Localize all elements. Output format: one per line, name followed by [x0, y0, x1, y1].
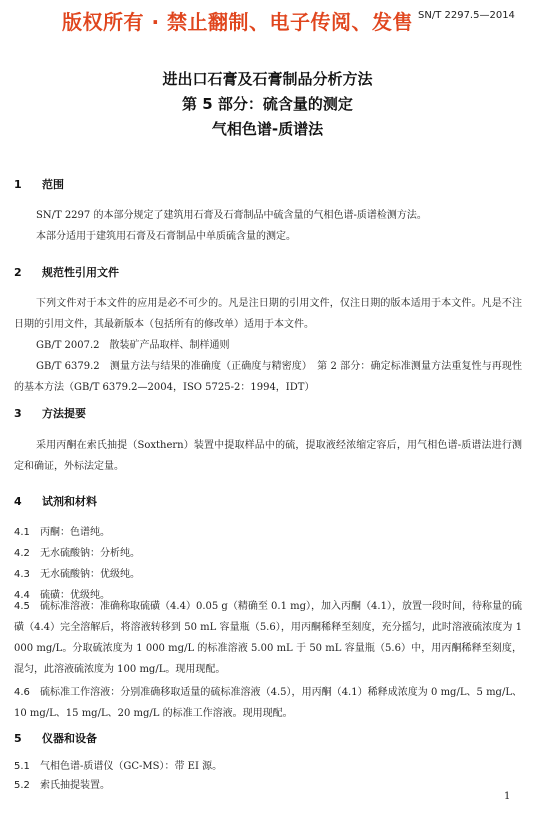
section-title: 规范性引用文件 [42, 266, 119, 279]
paragraph: 采用丙酮在索氏抽提（Soxthern）装置中提取样品中的硫，提取液经浓缩定容后，用气相色谱-质谱法进行测定和确证，外标法定量。 [14, 440, 522, 472]
section-number: 3 [14, 407, 22, 420]
reference-item: GB/T 6379.2 测量方法与结果的准确度（正确度与精密度） 第 2 部分：确定标准测量方法重复性与再现性的基本方法（GB/T 6379.2—2004，ISO 5725-2：1994，IDT） [14, 361, 522, 393]
paragraph: 本部分适用于建筑用石膏及石膏制品中单质硫含量的测定。 [36, 231, 296, 242]
list-item [14, 522, 522, 543]
section-title: 试剂和材料 [42, 495, 97, 508]
item-number: 4.5 [14, 601, 30, 612]
title-line-3: 气相色谱-质谱法 [211, 120, 324, 138]
item-number: 4.6 [14, 687, 30, 698]
section-number: 1 [14, 178, 22, 191]
item-text: 无水硫酸钠：优级纯。 [40, 569, 140, 580]
item-text: 丙酮：色谱纯。 [40, 527, 110, 538]
section-5-heading [14, 730, 97, 746]
section-number: 5 [14, 732, 22, 745]
section-3-heading [14, 405, 86, 421]
paragraph: 下列文件对于本文件的应用是必不可少的。凡是注日期的引用文件，仅注日期的版本适用于本文件。凡是不注日期的引用文件，其最新版本（包括所有的修改单）适用于本文件。 [14, 298, 522, 330]
section-title: 方法提要 [42, 407, 86, 420]
item-number: 4.4 [14, 590, 30, 601]
section-number: 4 [14, 495, 22, 508]
section-number: 2 [14, 266, 22, 279]
item-number: 4.3 [14, 569, 30, 580]
item-text: 气相色谱-质谱仪（GC-MS）：带 EI 源。 [40, 761, 223, 772]
item-number: 5.2 [14, 780, 30, 791]
section-2-heading [14, 264, 119, 280]
title-line-1: 进出口石膏及石膏制品分析方法 [162, 70, 373, 88]
item-text: 索氏抽提装置。 [40, 780, 110, 791]
section-4-heading [14, 493, 97, 509]
page-number: 1 [504, 791, 511, 802]
item-number: 5.1 [14, 761, 30, 772]
standard-number: SN/T 2297.5—2014 [418, 10, 515, 21]
list-item [14, 775, 522, 796]
reference-item: GB/T 2007.2 散装矿产品取样、制样通则 [36, 340, 230, 351]
section-title: 范围 [42, 178, 64, 191]
item-number: 4.2 [14, 548, 30, 559]
watermark: 版权所有 · 禁止翻制、电子传阅、发售 [62, 10, 414, 34]
title-line-2: 第 5 部分：硫含量的测定 [182, 95, 353, 113]
item-text: 无水硫酸钠：分析纯。 [40, 548, 140, 559]
item-text: 硫标准溶液：准确称取硫磺（4.4）0.05 g（精确至 0.1 mg），加入丙酮（4.1），放置一段时间，待称量的硫磺（4.4）完全溶解后，将溶液转移到 50 mL 容量瓶（5.6），用丙酮稀释至刻度，充分摇匀，此时溶液硫浓度为 1 000 mg/L。分取硫浓度为 1 000 mg/L 的标准溶液 5.00 mL 于 50 mL 容量瓶（5.6）中，用丙酮稀释至刻度，混匀，此溶液硫浓度为 100 mg/L。现用现配。 [14, 601, 522, 675]
list-item [14, 564, 522, 585]
list-item [14, 756, 522, 777]
list-item [14, 596, 522, 680]
list-item [14, 543, 522, 564]
section-title: 仪器和设备 [42, 732, 97, 745]
item-number: 4.1 [14, 527, 30, 538]
list-item [14, 682, 522, 724]
section-1-heading [14, 176, 64, 192]
item-text: 硫标准工作溶液：分别准确移取适量的硫标准溶液（4.5），用丙酮（4.1）稀释成浓度为 0 mg/L、5 mg/L、10 mg/L、15 mg/L、20 mg/L 的标准工作溶液。现用现配。 [14, 687, 522, 719]
paragraph: SN/T 2297 的本部分规定了建筑用石膏及石膏制品中硫含量的气相色谱-质谱检测方法。 [36, 210, 427, 221]
item-text: 硫磺：优级纯。 [40, 590, 110, 601]
